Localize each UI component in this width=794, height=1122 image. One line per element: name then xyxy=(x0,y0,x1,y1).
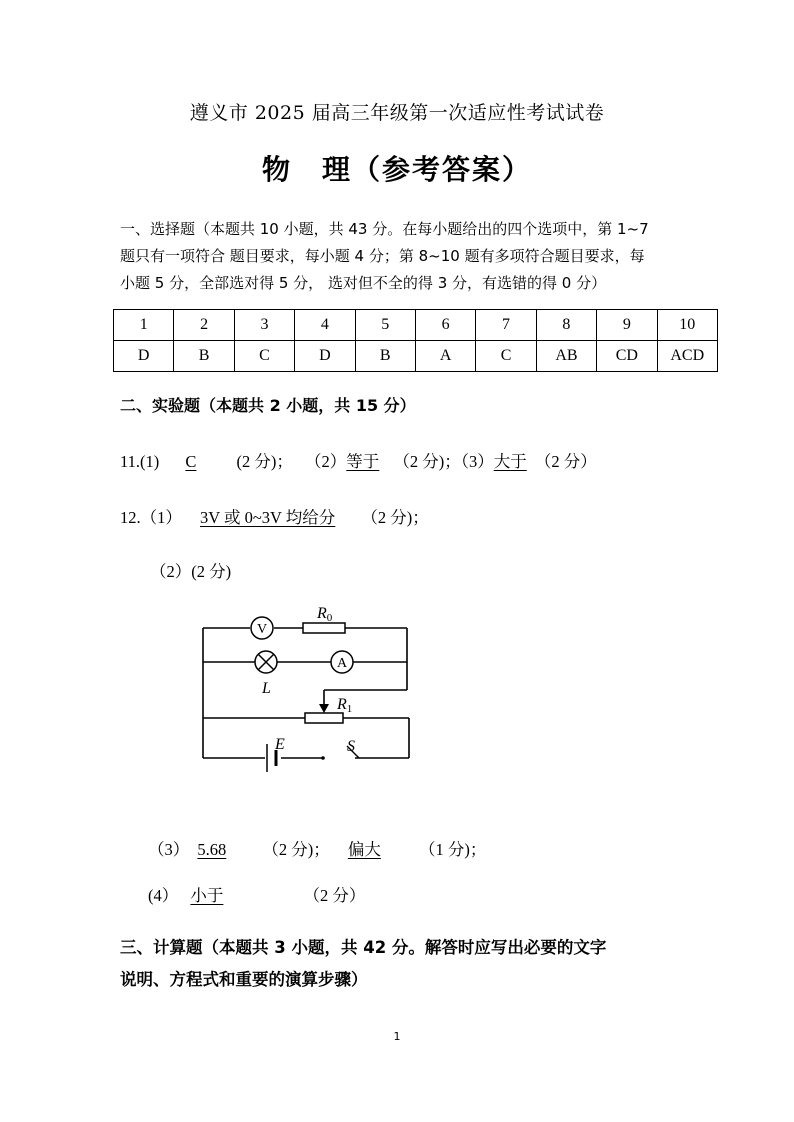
voltmeter-icon xyxy=(251,617,273,639)
q11-label: 11.(1) xyxy=(120,452,160,471)
q12-answer4: 小于 xyxy=(190,886,224,905)
section1-instructions xyxy=(120,216,695,297)
rheostat-r1-icon xyxy=(305,713,343,723)
page-number: 1 xyxy=(393,1030,401,1043)
question-number-cell: 6 xyxy=(415,310,475,341)
answer-cell: B xyxy=(174,341,234,372)
q12-score4: （2 分） xyxy=(303,886,366,905)
r1-label: R1 xyxy=(337,696,353,715)
question-number-cell: 9 xyxy=(597,310,657,341)
exam-title: 遵义市 2025 届高三年级第一次适应性考试试卷 xyxy=(189,102,605,124)
subject-title: 物 理（参考答案） xyxy=(261,153,532,186)
q11-score2: （2 分)； xyxy=(393,452,461,471)
question-number-cell: 10 xyxy=(657,310,717,341)
question-number-cell: 7 xyxy=(476,310,536,341)
q12-part3-label: （3） xyxy=(148,840,190,859)
q11-answer2: 等于 xyxy=(346,452,380,471)
battery-label: E xyxy=(275,736,285,753)
r0-label: R0 xyxy=(317,605,333,624)
answer-cell: ACD xyxy=(657,341,717,372)
question-number-cell: 2 xyxy=(174,310,234,341)
ammeter-icon xyxy=(331,651,353,673)
table-row-numbers xyxy=(114,310,718,341)
section3-instructions xyxy=(120,932,695,996)
q11-answer1: C xyxy=(185,452,197,471)
q12-line4 xyxy=(148,882,708,906)
resistor-r0-icon xyxy=(303,623,345,633)
q12-score3: （2 分)； xyxy=(262,840,330,859)
q12-answer3b: 偏大 xyxy=(347,840,381,859)
circuit-diagram xyxy=(195,600,425,785)
section1-line3: 小题 5 分，全部选对得 5 分， 选对但不全的得 3 分，有选错的得 0 分） xyxy=(120,274,607,292)
switch-icon xyxy=(321,756,325,760)
q11-score3: （2 分） xyxy=(534,452,597,471)
section1-line2: 题只有一项符合 题目要求，每小题 4 分；第 8~10 题有多项符合题目要求，每 xyxy=(120,247,645,265)
answer-cell: D xyxy=(295,341,355,372)
lamp-label: L xyxy=(262,680,271,697)
question-number-cell: 1 xyxy=(114,310,174,341)
answer-cell: AB xyxy=(536,341,596,372)
ammeter-label: A xyxy=(336,656,348,671)
q12-part2-label: （2）(2 分) xyxy=(150,562,232,581)
answer-cell: B xyxy=(355,341,415,372)
q12-score1: （2 分)； xyxy=(361,508,429,527)
q12-answer3: 5.68 xyxy=(197,840,227,859)
q12-answer1: 3V 或 0~3V 均给分 xyxy=(200,508,336,527)
q12-label: 12.（1） xyxy=(120,508,182,527)
q11-score1: (2 分)； xyxy=(236,452,293,471)
lamp-icon xyxy=(255,651,277,673)
q12-score3b: （1 分)； xyxy=(419,840,487,859)
slider-arrow-icon xyxy=(319,704,329,713)
section3-line2: 说明、方程式和重要的演算步骤） xyxy=(120,970,368,989)
question-number-cell: 5 xyxy=(355,310,415,341)
switch-label: S xyxy=(347,738,355,755)
question-number-cell: 4 xyxy=(295,310,355,341)
q12-line3 xyxy=(148,836,708,860)
q11-line xyxy=(120,448,720,472)
section1-line1: 一、选择题（本题共 10 小题，共 43 分。在每小题给出的四个选项中，第 1~7 xyxy=(120,220,649,238)
section2-heading: 二、实验题（本题共 2 小题，共 15 分） xyxy=(120,396,416,415)
answer-cell: C xyxy=(476,341,536,372)
q12-line1 xyxy=(120,504,720,528)
answer-cell: CD xyxy=(597,341,657,372)
question-number-cell: 8 xyxy=(536,310,596,341)
answer-cell: D xyxy=(114,341,174,372)
q11-answer3: 大于 xyxy=(493,452,527,471)
q11-part2-label: （2） xyxy=(305,452,347,471)
table-row-answers xyxy=(114,341,718,372)
answer-cell: C xyxy=(234,341,294,372)
q11-part3-label: （3） xyxy=(460,452,494,471)
voltmeter-label: V xyxy=(256,622,268,637)
q12-part4-label: (4） xyxy=(148,886,179,905)
answer-cell: A xyxy=(415,341,475,372)
question-number-cell: 3 xyxy=(234,310,294,341)
section3-line1: 三、计算题（本题共 3 小题，共 42 分。解答时应写出必要的文字 xyxy=(120,938,607,957)
answer-table xyxy=(113,309,718,372)
